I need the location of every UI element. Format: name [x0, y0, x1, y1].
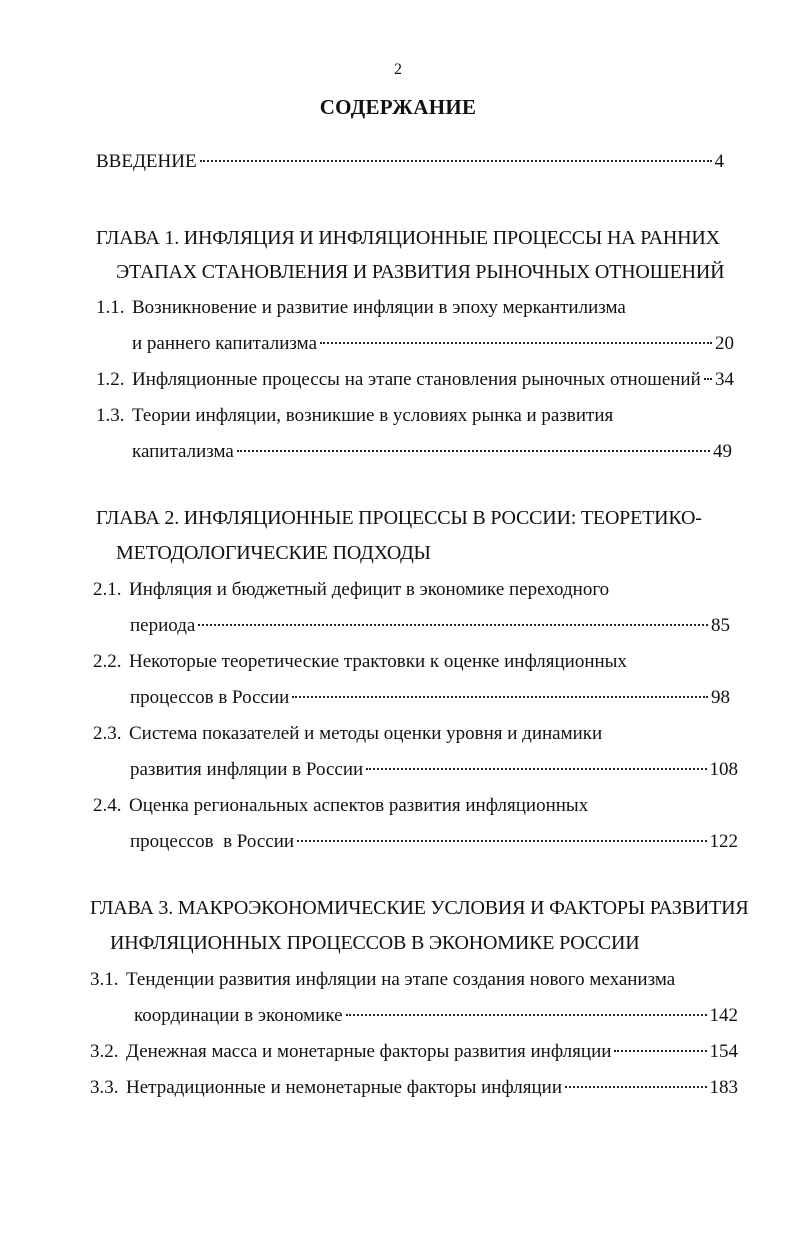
- toc-entry-1-1-line1[interactable]: [96, 296, 626, 320]
- section-title: Теории инфляции, возникшие в условиях рынка и развития: [132, 405, 614, 426]
- section-title: Возникновение и развитие инфляции в эпоху меркантилизма: [132, 297, 626, 318]
- section-number: 3.2.: [90, 1041, 119, 1062]
- dot-leader: [565, 1086, 707, 1088]
- section-title: Оценка региональных аспектов развития инфляционных: [129, 795, 589, 816]
- section-page: 34: [715, 369, 734, 390]
- toc-entry-2-2-line2[interactable]: [130, 686, 730, 710]
- section-number: 1.3.: [96, 405, 125, 426]
- section-title-cont: периода: [130, 615, 196, 636]
- dot-leader: [198, 624, 708, 626]
- section-title: Система показателей и методы оценки уровня и динамики: [129, 723, 603, 744]
- section-number: 2.2.: [93, 651, 122, 672]
- section-title-cont: развития инфляции в России: [130, 759, 364, 780]
- toc-entry-1-2[interactable]: [96, 368, 734, 392]
- dot-leader: [320, 342, 712, 344]
- section-page: 154: [709, 1041, 738, 1062]
- section-title-cont: и раннего капитализма: [132, 333, 317, 354]
- toc-intro-page: 4: [714, 151, 724, 172]
- dot-leader: [292, 696, 708, 698]
- section-title-cont: капитализма: [132, 441, 234, 462]
- section-title-cont: процессов в России: [130, 831, 295, 852]
- section-title: Денежная масса и монетарные факторы развития инфляции: [126, 1041, 612, 1062]
- section-page: 49: [713, 441, 732, 462]
- section-page: 122: [709, 831, 738, 852]
- toc-entry-2-2-line1[interactable]: [93, 650, 627, 674]
- dot-leader: [237, 450, 710, 452]
- toc-entry-2-1-line2[interactable]: [130, 614, 730, 638]
- toc-entry-3-3[interactable]: [90, 1076, 738, 1100]
- dot-leader: [200, 160, 712, 162]
- chapter-2-heading-line2: МЕТОДОЛОГИЧЕСКИЕ ПОДХОДЫ: [116, 542, 431, 564]
- section-page: 98: [711, 687, 730, 708]
- toc-entry-2-4-line2[interactable]: [130, 830, 738, 854]
- section-page: 20: [715, 333, 734, 354]
- section-title: Инфляция и бюджетный дефицит в экономике переходного: [129, 579, 610, 600]
- toc-entry-3-1-line2[interactable]: [134, 1004, 738, 1028]
- toc-entry-2-1-line1[interactable]: [93, 578, 609, 602]
- section-page: 85: [711, 615, 730, 636]
- page-number: 2: [394, 61, 402, 78]
- section-page: 108: [709, 759, 738, 780]
- section-number: 2.3.: [93, 723, 122, 744]
- section-title-cont: координации в экономике: [134, 1005, 343, 1026]
- section-number: 1.2.: [96, 369, 125, 390]
- toc-entry-2-3-line1[interactable]: [93, 722, 602, 746]
- page-title: СОДЕРЖАНИЕ: [319, 95, 477, 119]
- toc-entry-1-1-line2[interactable]: [132, 332, 734, 356]
- section-number: 3.3.: [90, 1077, 119, 1098]
- section-title: Нетрадиционные и немонетарные факторы инфляции: [126, 1077, 562, 1098]
- dot-leader: [346, 1014, 707, 1016]
- toc-entry-2-4-line1[interactable]: [93, 794, 588, 818]
- dot-leader: [297, 840, 706, 842]
- section-title: Некоторые теоретические трактовки к оценке инфляционных: [129, 651, 627, 672]
- section-title: Тенденции развития инфляции на этапе создания нового механизма: [126, 969, 676, 990]
- chapter-1-heading-line2: ЭТАПАХ СТАНОВЛЕНИЯ И РАЗВИТИЯ РЫНОЧНЫХ ОТНОШЕНИЙ: [116, 261, 725, 283]
- toc-intro[interactable]: [96, 150, 724, 174]
- section-number: 2.4.: [93, 795, 122, 816]
- section-page: 183: [709, 1077, 738, 1098]
- section-title: Инфляционные процессы на этапе становления рыночных отношений: [132, 369, 701, 390]
- toc-entry-3-2[interactable]: [90, 1040, 738, 1064]
- chapter-3-heading-line2: ИНФЛЯЦИОННЫХ ПРОЦЕССОВ В ЭКОНОМИКЕ РОССИИ: [110, 932, 640, 954]
- chapter-1-heading-line1: ГЛАВА 1. ИНФЛЯЦИЯ И ИНФЛЯЦИОННЫЕ ПРОЦЕССЫ НА РАННИХ: [96, 227, 720, 249]
- toc-entry-3-1-line1[interactable]: [90, 968, 675, 992]
- section-number: 1.1.: [96, 297, 125, 318]
- toc-entry-1-3-line1[interactable]: [96, 404, 613, 428]
- section-number: 3.1.: [90, 969, 119, 990]
- dot-leader: [366, 768, 706, 770]
- chapter-2-heading-line1: ГЛАВА 2. ИНФЛЯЦИОННЫЕ ПРОЦЕССЫ В РОССИИ: ТЕОРЕТИКО-: [96, 507, 702, 529]
- section-page: 142: [709, 1005, 738, 1026]
- toc-entry-2-3-line2[interactable]: [130, 758, 738, 782]
- chapter-3-heading-line1: ГЛАВА 3. МАКРОЭКОНОМИЧЕСКИЕ УСЛОВИЯ И ФАКТОРЫ РАЗВИТИЯ: [90, 897, 749, 919]
- toc-entry-1-3-line2[interactable]: [132, 440, 732, 464]
- dot-leader: [704, 378, 712, 380]
- toc-intro-label: ВВЕДЕНИЕ: [96, 151, 197, 172]
- dot-leader: [614, 1050, 706, 1052]
- section-number: 2.1.: [93, 579, 122, 600]
- section-title-cont: процессов в России: [130, 687, 290, 708]
